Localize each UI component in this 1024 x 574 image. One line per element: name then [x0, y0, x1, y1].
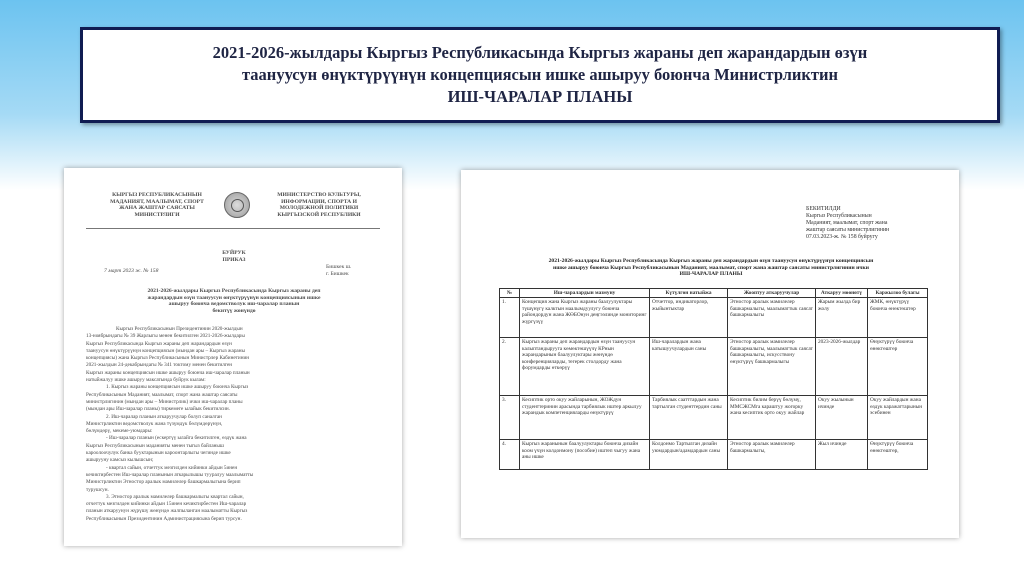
- table-row: [500, 396, 928, 440]
- column-header: Аткаруу мөөнөтү: [816, 289, 868, 298]
- table-cell: Этностор аралык мамилелер башкармалыгы,: [728, 440, 816, 470]
- table-cell: ЖМК, өнүктүрүү боюнча өнөктөштөр: [868, 298, 928, 338]
- column-header: Жооптуу аткаруучулар: [728, 289, 816, 298]
- header-left: КЫРГЫЗ РЕСПУБЛИКАСЫНЫН МАДАНИЯТ, МААЛЫМАТ, СПОРТ ЖАНА ЖАШТАР САЯСАТЫ МИНИСТРЛИГИ: [110, 192, 204, 218]
- column-header: №: [500, 289, 520, 298]
- table-cell: Отчеттор, индикаторлор, жыйынтыктар: [650, 298, 728, 338]
- table-row: [500, 440, 928, 470]
- table-cell: Өнүктүрүү боюнча өнөктөштөр,: [868, 440, 928, 470]
- table-cell: Кыргыз жараны деп жарандардын өзүн таануусун калыптандырууга көмөктөшүүчү КРнын жарандарынын баалуулуктары жөнүндө конференцияларды, тегерек столдорду жана форумдарды өткөрүү: [520, 338, 650, 396]
- header-divider: [86, 228, 380, 229]
- column-header: Каржылоо булагы: [868, 289, 928, 298]
- approval-stamp: БЕКИТИЛДИ Кыргыз Республикасынын Маданият, маалымат, спорт жана жаштар саясаты министрлигинин 07.03.2023-ж. № 158 буйругу: [806, 206, 890, 240]
- table-cell: Этностор аралык мамилелер башкармалыгы, маалыматтык саясат башкармалыгы, искусствону өнүктүрүү башкармалыгы: [728, 338, 816, 396]
- table-cell: 2.: [500, 338, 520, 396]
- table-cell: Кесиптик билим берүү бөлүмү, ММСЖСМга караштуу жогорку жана кесиптик орто окуу жайлар: [728, 396, 816, 440]
- table-cell: Жыл ичинде: [816, 440, 868, 470]
- table-cell: 4.: [500, 440, 520, 470]
- order-title: БУЙРУК ПРИКАЗ: [222, 250, 246, 263]
- title-line-1: 2021-2026-жылдары Кыргыз Республикасында Кыргыз жараны деп жарандардын өзүн: [212, 43, 868, 62]
- table-row: [500, 298, 928, 338]
- table-cell: Тарбиялык саатттардын жана тартылган студенттердин саны: [650, 396, 728, 440]
- plan-heading: 2021-2026-жылдары Кыргыз Республикасында Кыргыз жараны деп жарандардын өзүн таануусун өнүктүрүүнүн концепциясын ишке ашыруу боюнча Кыргыз Республикасынын Маданият, маалымат, спорт жана жаштар саясаты министрлигинин ички ИШ-ЧАРАЛАР ПЛАНЫ: [548, 258, 874, 278]
- table-cell: Колдонмо Тартылган дизайн уюмдардын/адамдардын саны: [650, 440, 728, 470]
- header-right: МИНИСТЕРСТВО КУЛЬТУРЫ, ИНФОРМАЦИИ, СПОРТА И МОЛОДЕЖНОЙ ПОЛИТИКИ КЫРГЫЗСКОЙ РЕСПУБЛИКИ: [277, 192, 361, 218]
- table-cell: Окуу жайлардын жана өздүк каражаттарынын эсебинен: [868, 396, 928, 440]
- order-document-scan: [64, 168, 402, 546]
- table-cell: Иш-чаралардын жана катышуучулардын саны: [650, 338, 728, 396]
- order-city: Бишкек ш. г. Бишкек: [326, 264, 352, 277]
- table-cell: Кесиптик орто окуу жайларынын, ЖОЖдун студенттеринин арасында тарбиялык иштер аркылуу жарандык компетенцияларды өнүктүрүү: [520, 396, 650, 440]
- title-line-2: таануусун өнүктүрүүнүн концепциясын ишке ашыруу боюнча Министрликтин: [242, 65, 838, 84]
- table-cell: Жарым жылда бир жолу: [816, 298, 868, 338]
- order-date: 7 март 2023 ж. № 158: [104, 268, 159, 274]
- order-subject: 2021-2026-жылдары Кыргыз Республикасында Кыргыз жараны деп жарандардын өзүн таануусун өнүктүрүүнүн концепциясынын ишке ашыруу боюнча ведомстволук иш-чаралар планын бекитүү жөнүндө: [147, 288, 321, 314]
- order-body: Кыргыз Республикасынын Президентинин 2020-жылдын 13-ноябрындагы № 39 Жарлыгы менен бекитилген 2021-2026-жылдары Кыргыз Республикасында Кыргыз жараны деп жарандардын өзүн таануусун өнүктүрүүнүн концепциясын (мындан ары – Кыргыз жараны концепциясы) жана Кыргыз Республикасынын Министрлер Кабинетинин 2021-жылдын 24-декабрындагы № 341 токтому менен бекитилген Кыргыз жараны концепциясын ишке ашыруу боюнча иш-чаралар планын натыйжалуу ишке ашыруу максатында буйрук кылам: 1. Кыргыз жараны концепциясын ишке ашыруу боюнча Кыргыз Республикасынын Маданият, маалымат, спорт жана жаштар саясаты министрлигинин (мындан ары – Министрлик) ички иш-чаралар планы (мындан ары Иш-чаралар планы) тиркемеге ылайык бекитилсин. 2. Иш-чаралар планын аткаруучулар болуп саналган Министрликтин ведомстволук жана түзүмдүк бөлүмдөрүнүн, бөлүмдөрү, мекеме-уюмдары: - Иш-чаралар планын (ескертүү ылайга бекитилген, өздүк жана Кыргыз Республикасынын маданияты менен тыгыз байланыш кароолоочулук банка бууктарынын кароонтарлыгы чегинде ишке ашырууну камсыз кылышсын; - квартал сайын, отчеттук мезгилден кийинки айдын 5инен кечиктирбестен Иш-чаралар планынын аткарылышы тууралуу маалыматты Министрликтин Этностор аралык мамилелер башкармалыгына берип турушсун. 3. Этностор аралык мамилелер башкармалыгы квартал сайын, отчеттук мезгилден кийинки айдын 15инен кечиктирбестен Иш-чаралар планын аткаруунун жүрүшү жөнүндө жалпыланган маалыматты Кыргыз Республикасынын Президентинин Администрациясына берип турсун.: [86, 326, 254, 522]
- table-row: [500, 338, 928, 396]
- table-cell: 1.: [500, 298, 520, 338]
- column-header: Күтүлгөн натыйжа: [650, 289, 728, 298]
- table-header-row: [500, 289, 928, 298]
- table-cell: Кыргыз жаранынын баалуулуктары боюнча дизайн коом үчүн колдонмону (пособие) иштеп чыгуу жана аны ишке: [520, 440, 650, 470]
- table-cell: Этностор аралык мамилелер башкармалыгы, маалыматтык саясат башкармалыгы: [728, 298, 816, 338]
- table-cell: Концепция жана Кыргыз жараны баалуулуктары түшүнүгү калктын маалымдуулугу боюнча райондордун жана ЖӨБОнун деңгээлинде мониторинг жүргүзүү: [520, 298, 650, 338]
- column-header: Иш-чаралардын мазмуну: [520, 289, 650, 298]
- table-cell: 2023-2026-жылдар: [816, 338, 868, 396]
- table-cell: Окуу жылынын ичинде: [816, 396, 868, 440]
- plan-document-scan: [461, 170, 959, 538]
- state-emblem-icon: [224, 192, 250, 218]
- title-line-3: ИШ-ЧАРАЛАР ПЛАНЫ: [447, 87, 633, 106]
- title-box: [80, 27, 1000, 123]
- table-cell: 3.: [500, 396, 520, 440]
- plan-table: [499, 288, 928, 470]
- table-cell: Өнүктүрүү боюнча өнөктөштөр: [868, 338, 928, 396]
